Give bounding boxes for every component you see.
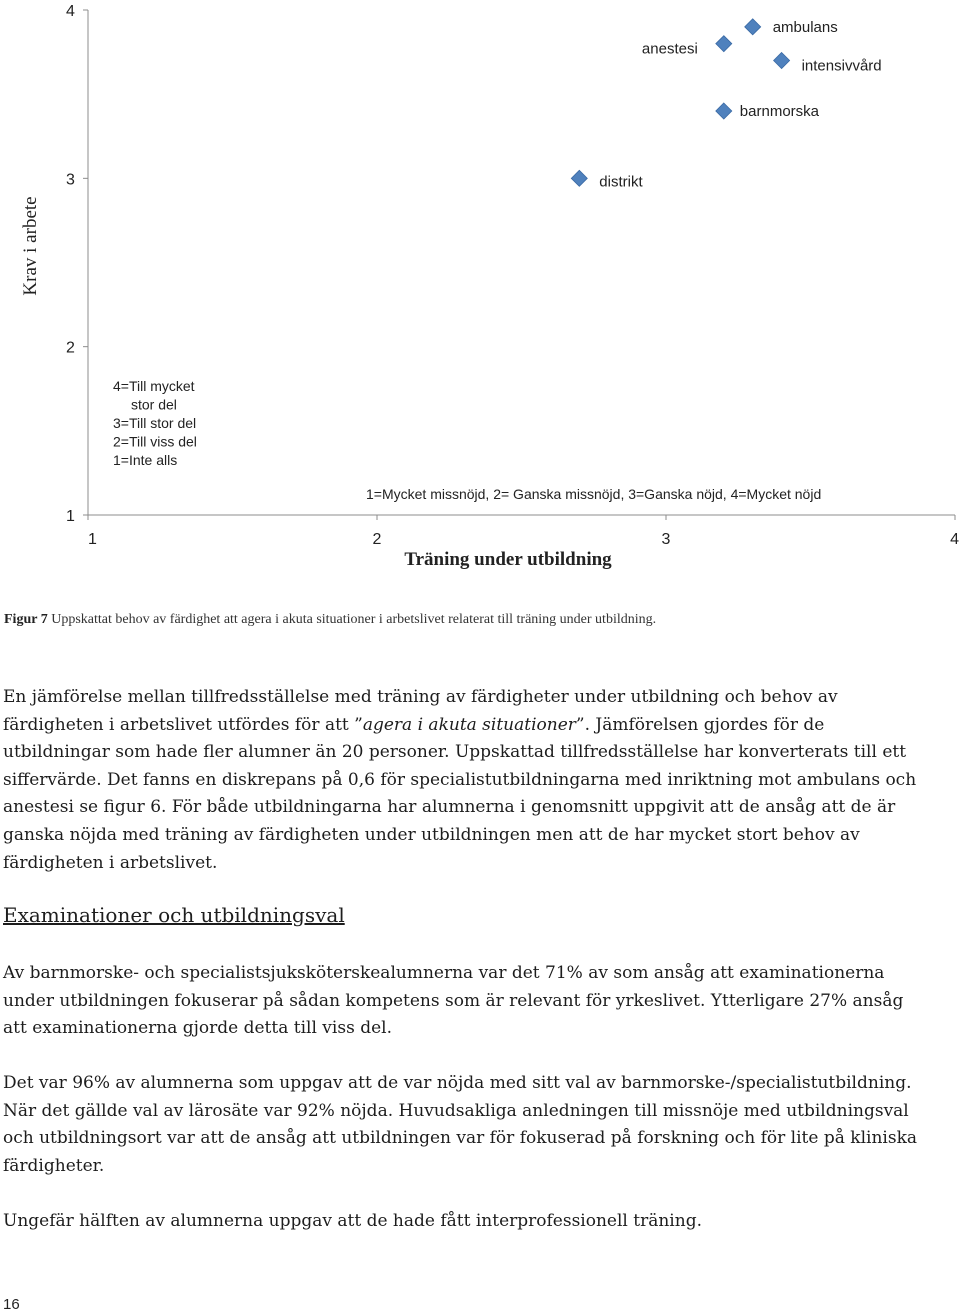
data-point-label: anestesi	[641, 40, 698, 58]
y-scale-note-line: stor del	[131, 396, 177, 413]
paragraph-comparison-italic: agera i akuta situationer	[362, 714, 576, 735]
x-tick-label: 2	[372, 531, 382, 548]
paragraph-education-choice: Det var 96% av alumnerna som uppgav att de var nöjda med sitt val av barnmorske-/specialistutbildning. När det gällde val av lärosäte var 92% nöjda. Huvudsakliga anledningen till missnöje med utbildningsval och utbildningsort var att de ansåg att utbildningen var för fokuserad på forskning och för lite på kliniska färdigheter.	[3, 1073, 917, 1176]
paragraph-interprofessional: Ungefär hälften av alumnerna uppgav att de hade fått interprofessionell träning.	[3, 1211, 702, 1231]
scatter-chart	[0, 0, 960, 590]
paragraph-comparison-part1: En jämförelse mellan tillfredsställelse med träning av färdigheter under utbildning och behov av färdigheten i arbetslivet utfördes för att ”	[3, 687, 838, 735]
figure-caption	[4, 612, 956, 628]
y-axis-label: Krav i arbete	[20, 196, 41, 296]
chart-axes	[83, 10, 955, 520]
figure-label: Figur 7	[4, 612, 48, 627]
x-axis-label: Träning under utbildning	[404, 549, 612, 570]
data-point-marker	[571, 170, 587, 186]
paragraph-examinations: Av barnmorske- och specialistsjuksköterskealumnerna var det 71% av som ansåg att examinationerna under utbildningen fokuserar på sådan kompetens som är relevant för yrkeslivet. Ytterligare 27% ansåg att examinationerna gjorde detta till viss del.	[3, 963, 904, 1039]
x-tick-labels	[88, 531, 959, 548]
y-scale-note-line: 1=Inte alls	[113, 452, 178, 468]
data-point-label: barnmorska	[739, 103, 820, 120]
x-tick-label: 3	[661, 531, 671, 548]
data-point-marker	[716, 103, 732, 119]
data-point-label: intensivvård	[801, 57, 882, 75]
y-tick-label: 1	[66, 508, 75, 525]
y-tick-label: 4	[66, 3, 75, 20]
y-scale-note	[113, 378, 197, 468]
paragraph-comparison-part2: ”. Jämförelsen gjordes för de utbildningar som hade fler alumner än 20 personer. Uppskattad tillfredsställelse har konverterats till ett siffervärde. Det fanns en diskrepans på 0,6 för specialistutbildningarna med inriktning mot ambulans och anestesi se figur 6. För både utbildningarna har alumnerna i genomsnitt uppgivit att de ansåg att de är ganska nöjda med träning av färdigheten under utbildningen men att de har mycket stort behov av färdigheten i arbetslivet.	[3, 714, 917, 873]
y-scale-note-line: 3=Till stor del	[113, 415, 197, 431]
data-point-marker	[745, 19, 761, 35]
data-points	[571, 19, 881, 191]
data-point-marker	[716, 36, 732, 52]
section-heading: Examinationer och utbildningsval	[3, 903, 345, 927]
data-point-label: distrikt	[599, 173, 643, 191]
paragraph-comparison	[3, 684, 923, 877]
data-point-marker	[774, 53, 790, 69]
y-scale-note-line: 4=Till mycket	[113, 378, 195, 394]
figure-caption-text: Uppskattat behov av färdighet att agera i akuta situationer i arbetslivet relaterat till träning under utbildning.	[47, 612, 657, 627]
x-tick-label: 4	[950, 531, 959, 548]
y-tick-labels	[66, 3, 75, 525]
x-scale-note: 1=Mycket missnöjd, 2= Ganska missnöjd, 3=Ganska nöjd, 4=Mycket nöjd	[366, 486, 822, 502]
y-tick-label: 3	[66, 171, 75, 189]
y-tick-label: 2	[66, 339, 75, 357]
x-tick-label: 1	[88, 531, 97, 548]
data-point-label: ambulans	[772, 18, 838, 36]
page-number: 16	[3, 1296, 20, 1313]
y-scale-note-line: 2=Till viss del	[113, 433, 197, 450]
